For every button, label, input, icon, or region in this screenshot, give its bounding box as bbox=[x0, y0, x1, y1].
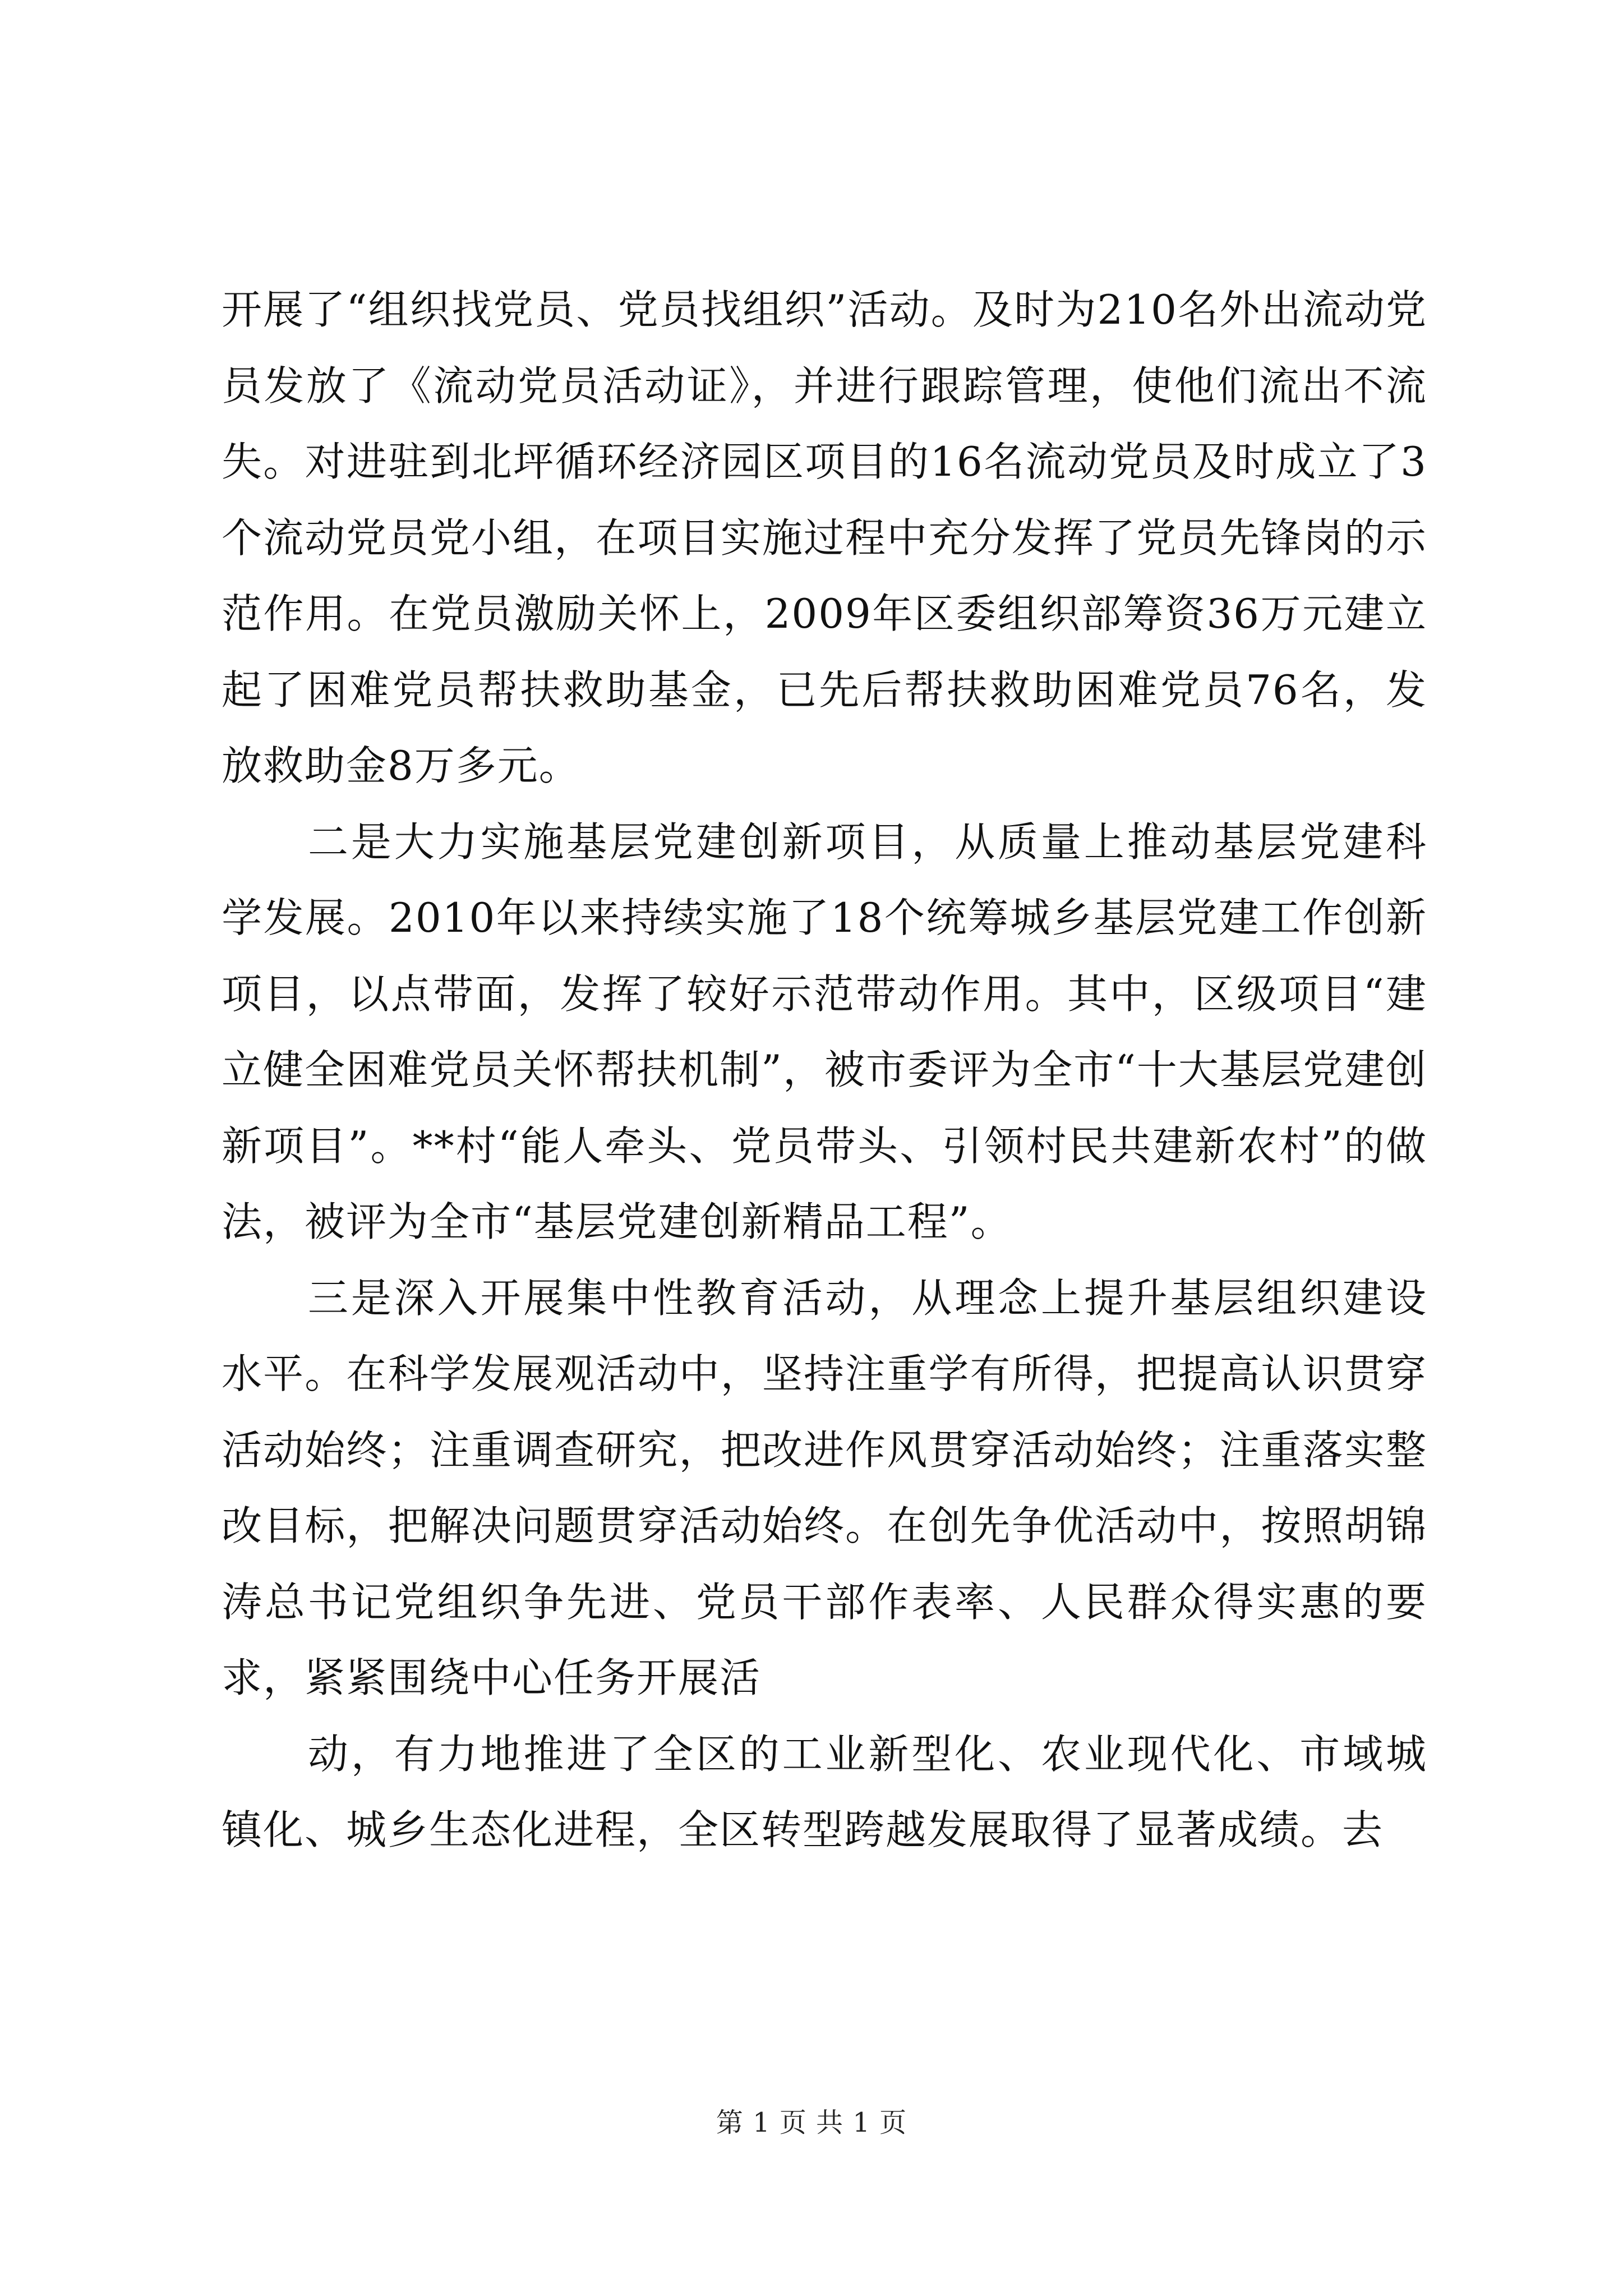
page-number-footer: 第 1 页 共 1 页 bbox=[716, 2107, 907, 2138]
paragraph-4: 动，有力地推进了全区的工业新型化、农业现代化、市域城镇化、城乡生态化进程，全区转型跨越发展取得了显著成绩。去 bbox=[222, 1730, 1427, 1853]
document-body bbox=[222, 272, 1427, 1869]
paragraph-3: 三是深入开展集中性教育活动，从理念上提升基层组织建设水平。在科学发展观活动中，坚持注重学有所得，把提高认识贯穿活动始终；注重调查研究，把改进作风贯穿活动始终；注重落实整改目标，把解决问题贯穿活动始终。在创先争优活动中，按照胡锦涛总书记党组织争先进、党员干部作表率、人民群众得实惠的要求，紧紧围绕中心任务开展活 bbox=[222, 1274, 1427, 1701]
paragraph-2: 二是大力实施基层党建创新项目，从质量上推动基层党建科学发展。2010年以来持续实施了18个统筹城乡基层党建工作创新项目，以点带面，发挥了较好示范带动作用。其中，区级项目“建立健全困难党员关怀帮扶机制”，被市委评为全市“十大基层党建创新项目”。**村“能人牵头、党员带头、引领村民共建新农村”的做法，被评为全市“基层党建创新精品工程”。 bbox=[222, 818, 1427, 1245]
paragraph-1: 开展了“组织找党员、党员找组织”活动。及时为210名外出流动党员发放了《流动党员活动证》，并进行跟踪管理，使他们流出不流失。对进驻到北坪循环经济园区项目的16名流动党员及时成立了3个流动党员党小组，在项目实施过程中充分发挥了党员先锋岗的示范作用。在党员激励关怀上，2009年区委组织部筹资36万元建立起了困难党员帮扶救助基金，已先后帮扶救助困难党员76名，发放救助金8万多元。 bbox=[222, 286, 1427, 789]
